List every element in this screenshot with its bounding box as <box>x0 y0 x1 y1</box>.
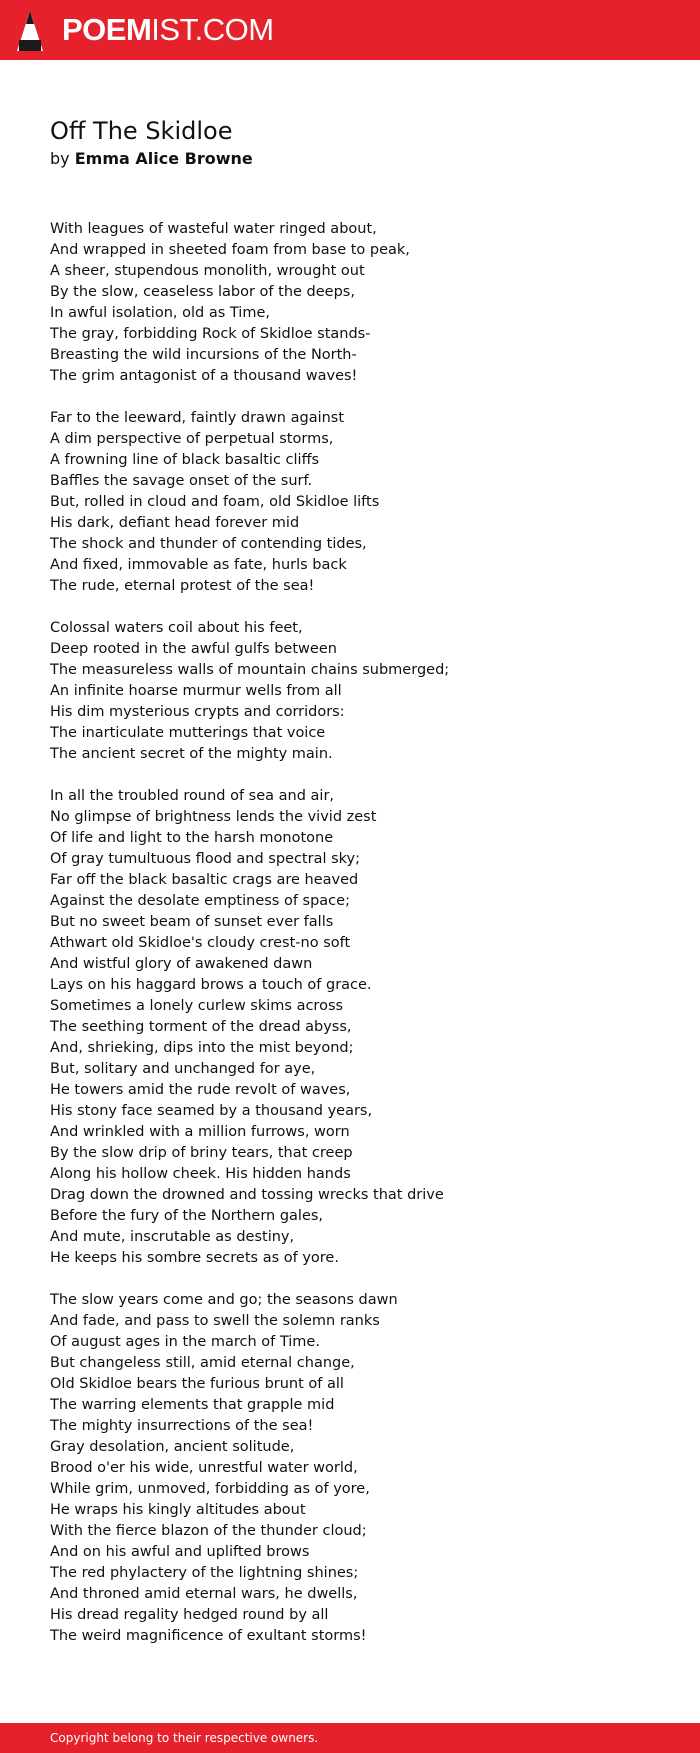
poem-line: Baffles the savage onset of the surf. <box>50 473 313 489</box>
poem-line: With the fierce blazon of the thunder cloud; <box>50 1523 367 1539</box>
site-header <box>0 0 700 60</box>
poem-line: And fade, and pass to swell the solemn ranks <box>50 1313 380 1329</box>
poem-line: The rude, eternal protest of the sea! <box>50 578 315 594</box>
poem-body <box>50 219 670 1668</box>
poem-stanza <box>50 1290 670 1647</box>
poem-line: By the slow drip of briny tears, that creep <box>50 1145 353 1161</box>
poem-stanza <box>50 618 670 765</box>
poem-line: And mute, inscrutable as destiny, <box>50 1229 295 1245</box>
poem-line: No glimpse of brightness lends the vivid zest <box>50 809 377 825</box>
poem-author: Emma Alice Browne <box>74 149 253 168</box>
poem-line: The seething torment of the dread abyss, <box>50 1019 352 1035</box>
poem-line: He towers amid the rude revolt of waves, <box>50 1082 351 1098</box>
poem-line: The gray, forbidding Rock of Skidloe stands- <box>50 326 371 342</box>
poem-line: Deep rooted in the awful gulfs between <box>50 641 337 657</box>
poem-line: A dim perspective of perpetual storms, <box>50 431 334 447</box>
poem-title: Off The Skidloe <box>50 117 233 145</box>
poem-line: Far off the black basaltic crags are heaved <box>50 872 359 888</box>
poem-line: The shock and thunder of contending tides, <box>50 536 367 552</box>
poem-line: With leagues of wasteful water ringed about, <box>50 221 377 237</box>
poem-line: But changeless still, amid eternal change, <box>50 1355 355 1371</box>
poem-line: And throned amid eternal wars, he dwells, <box>50 1586 358 1602</box>
site-logo[interactable] <box>62 11 274 49</box>
poem-stanza <box>50 219 670 387</box>
poem-line: And wrapped in sheeted foam from base to peak, <box>50 242 410 258</box>
poem-line: And wistful glory of awakened dawn <box>50 956 313 972</box>
poem-line: And on his awful and uplifted brows <box>50 1544 310 1560</box>
poem-line: His dim mysterious crypts and corridors: <box>50 704 345 720</box>
poem-line: An infinite hoarse murmur wells from all <box>50 683 342 699</box>
poem-line: Lays on his haggard brows a touch of grace. <box>50 977 372 993</box>
poem-line: The slow years come and go; the seasons dawn <box>50 1292 398 1308</box>
poem-line: He keeps his sombre secrets as of yore. <box>50 1250 339 1266</box>
poem-line: By the slow, ceaseless labor of the deeps, <box>50 284 355 300</box>
poem-line: The inarticulate mutterings that voice <box>50 725 326 741</box>
poem-line: The ancient secret of the mighty main. <box>50 746 333 762</box>
poem-byline <box>50 149 253 169</box>
poem-line: Brood o'er his wide, unrestful water world, <box>50 1460 358 1476</box>
poem-line: While grim, unmoved, forbidding as of yore, <box>50 1481 370 1497</box>
poem-line: Breasting the wild incursions of the North- <box>50 347 357 363</box>
poem-line: The grim antagonist of a thousand waves! <box>50 368 358 384</box>
poem-line: In awful isolation, old as Time, <box>50 305 270 321</box>
poem-line: Against the desolate emptiness of space; <box>50 893 350 909</box>
logo-text-bold: POEM <box>62 12 152 47</box>
poem-line: A sheer, stupendous monolith, wrought out <box>50 263 365 279</box>
poem-line: And wrinkled with a million furrows, worn <box>50 1124 350 1140</box>
poem-line: But no sweet beam of sunset ever falls <box>50 914 334 930</box>
poem-line: Athwart old Skidloe's cloudy crest-no soft <box>50 935 351 951</box>
poem-line: His dread regality hedged round by all <box>50 1607 329 1623</box>
pencil-icon[interactable] <box>16 10 44 52</box>
site-footer <box>0 1723 700 1753</box>
poem-line: Colossal waters coil about his feet, <box>50 620 303 636</box>
by-label: by <box>50 149 70 168</box>
poem-line: Of gray tumultuous flood and spectral sky; <box>50 851 360 867</box>
poem-line: Of life and light to the harsh monotone <box>50 830 334 846</box>
poem-line: Before the fury of the Northern gales, <box>50 1208 324 1224</box>
poem-line: A frowning line of black basaltic cliffs <box>50 452 320 468</box>
poem-line: Far to the leeward, faintly drawn against <box>50 410 345 426</box>
poem-line: Old Skidloe bears the furious brunt of all <box>50 1376 344 1392</box>
poem-line: Sometimes a lonely curlew skims across <box>50 998 344 1014</box>
poem-line: The mighty insurrections of the sea! <box>50 1418 314 1434</box>
poem-line: The red phylactery of the lightning shines; <box>50 1565 359 1581</box>
copyright-text: Copyright belong to their respective owners. <box>50 1731 319 1745</box>
poem-line: Gray desolation, ancient solitude, <box>50 1439 295 1455</box>
poem-stanza <box>50 786 670 1269</box>
poem-line: His dark, defiant head forever mid <box>50 515 300 531</box>
logo-text-light: IST.COM <box>151 12 274 47</box>
poem-line: Along his hollow cheek. His hidden hands <box>50 1166 351 1182</box>
poem-line: Drag down the drowned and tossing wrecks that drive <box>50 1187 444 1203</box>
poem-line: But, solitary and unchanged for aye, <box>50 1061 316 1077</box>
poem-line: Of august ages in the march of Time. <box>50 1334 320 1350</box>
poem-line: His stony face seamed by a thousand years, <box>50 1103 373 1119</box>
poem-line: In all the troubled round of sea and air, <box>50 788 335 804</box>
poem-line: The weird magnificence of exultant storms! <box>50 1628 367 1644</box>
poem-line: And fixed, immovable as fate, hurls back <box>50 557 347 573</box>
poem-line: And, shrieking, dips into the mist beyond; <box>50 1040 354 1056</box>
poem-line: He wraps his kingly altitudes about <box>50 1502 306 1518</box>
poem-line: The measureless walls of mountain chains submerged; <box>50 662 450 678</box>
poem-stanza <box>50 408 670 597</box>
poem-line: The warring elements that grapple mid <box>50 1397 335 1413</box>
poem-line: But, rolled in cloud and foam, old Skidloe lifts <box>50 494 380 510</box>
